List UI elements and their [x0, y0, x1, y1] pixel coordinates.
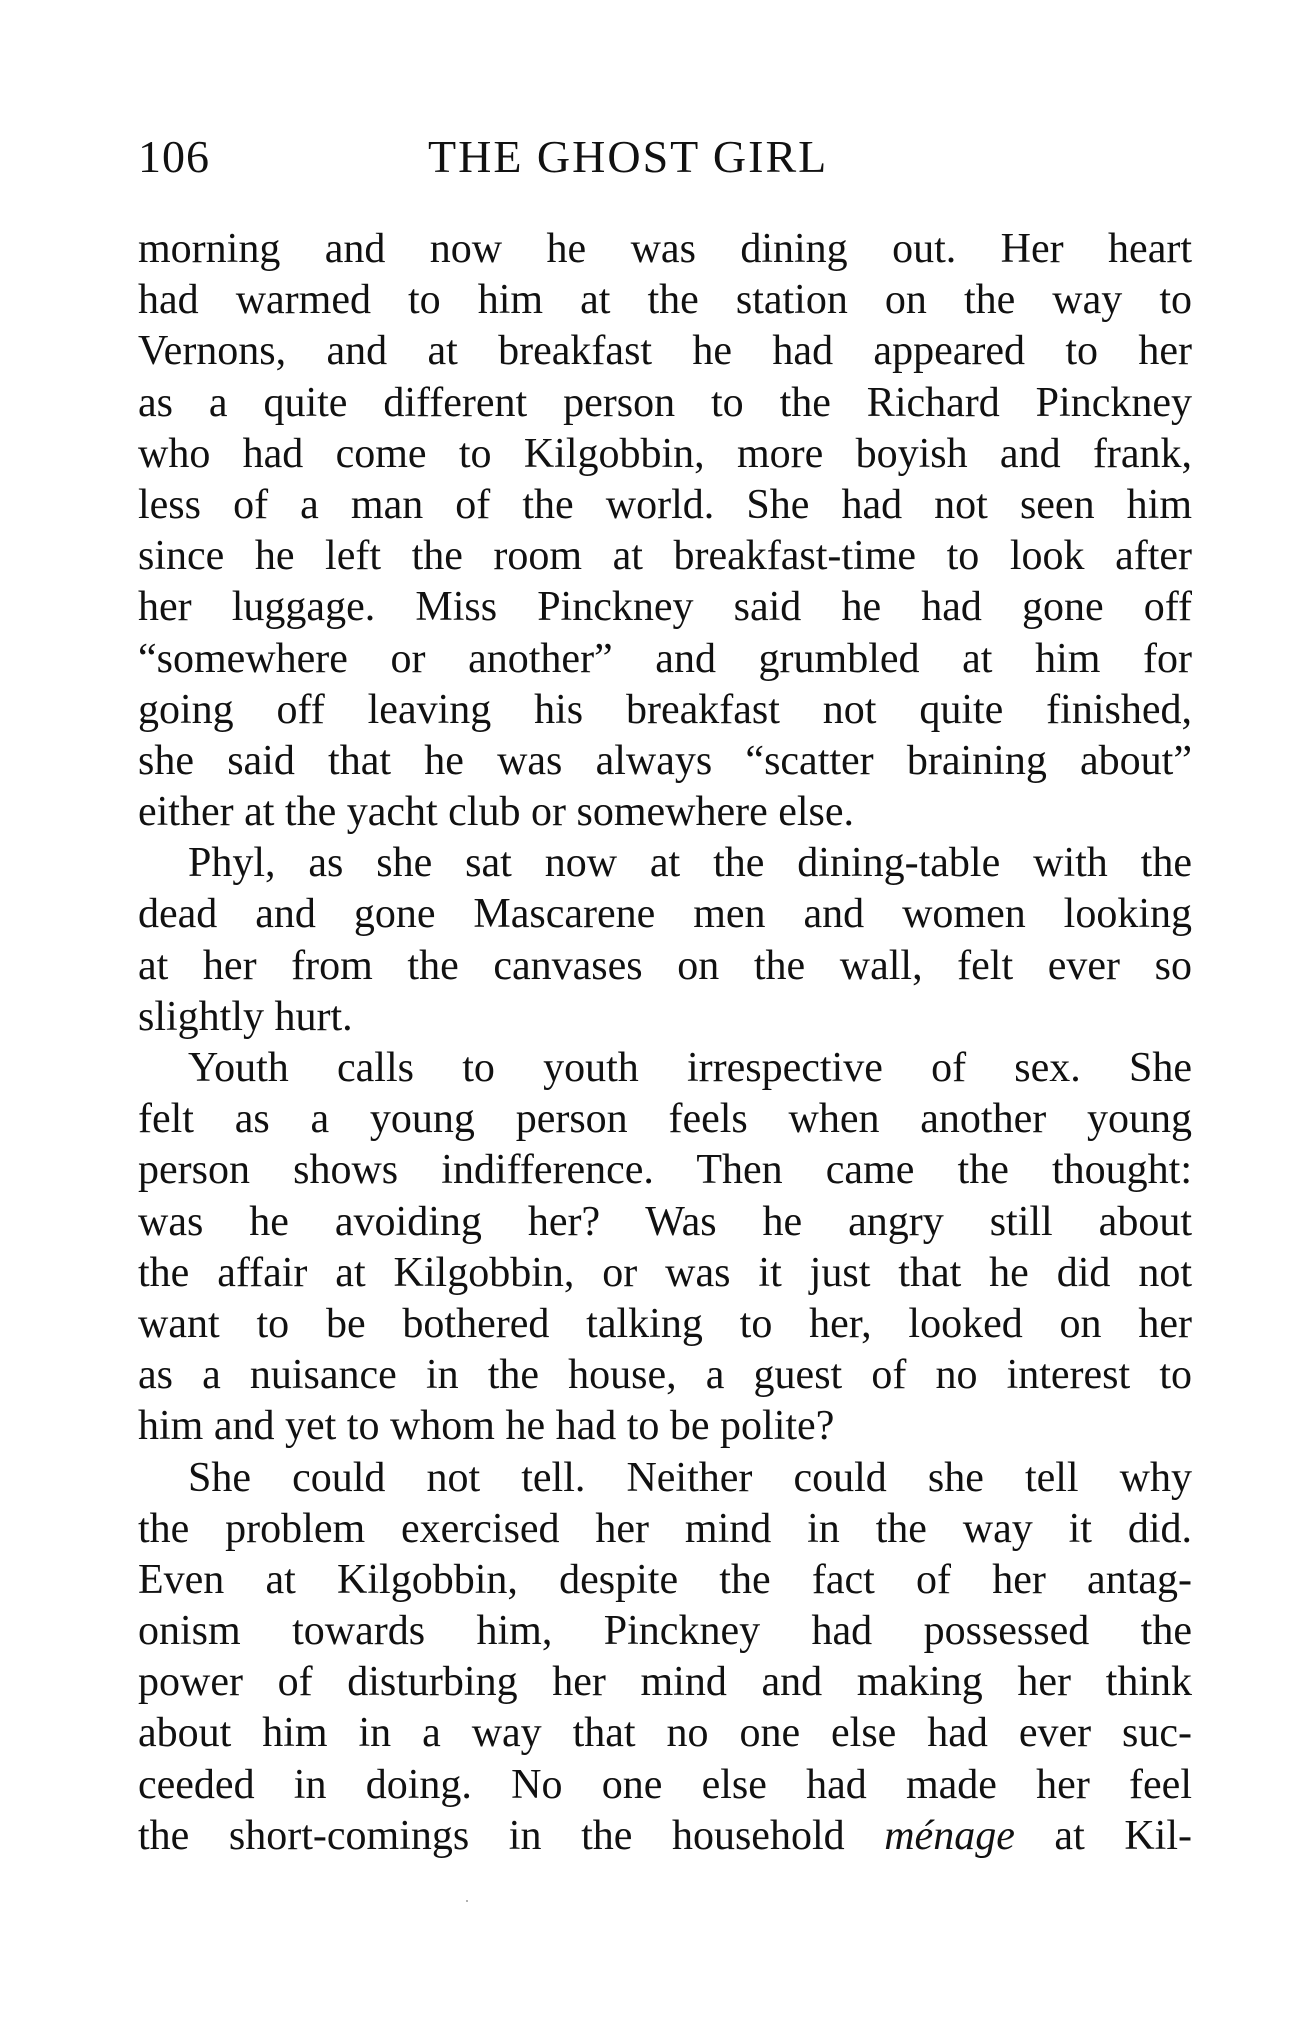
italic-word: ménage — [884, 1812, 1015, 1859]
text-line: onism towards him, Pinckney had possessed the — [138, 1608, 1192, 1655]
text-line: either at the yacht club or somewhere else. — [138, 789, 855, 836]
running-head — [138, 130, 1192, 190]
text-line: person shows indifference. Then came the thought: — [138, 1147, 1192, 1194]
text-line: the affair at Kilgobbin, or was it just that he did not — [138, 1249, 1192, 1296]
text-line: ceeded in doing. No one else had made her feel — [138, 1761, 1192, 1808]
text-line: Vernons, and at breakfast he had appeared to her — [138, 328, 1192, 375]
page-number: 106 — [138, 131, 210, 182]
text-line: him and yet to whom he had to be polite? — [138, 1403, 835, 1450]
text-line: She could not tell. Neither could she tell why — [188, 1454, 1192, 1501]
text-line: as a quite different person to the Richard Pinckney — [138, 379, 1192, 426]
paper-speck — [466, 1900, 468, 1902]
text-line: Even at Kilgobbin, despite the fact of her antag- — [138, 1556, 1192, 1603]
body-text — [138, 224, 1192, 1862]
text-line: since he left the room at breakfast-time to look after — [138, 533, 1192, 580]
text-line: Youth calls to youth irrespective of sex. She — [188, 1045, 1192, 1091]
text-line: had warmed to him at the station on the way to — [138, 277, 1192, 324]
text-line: want to be bothered talking to her, looked on her — [138, 1300, 1192, 1347]
text-line: felt as a young person feels when another young — [138, 1096, 1192, 1143]
text-line: going off leaving his breakfast not quite finished, — [138, 686, 1192, 733]
text-line: was he avoiding her? Was he angry still about — [138, 1198, 1192, 1245]
text-line: “somewhere or another” and grumbled at him for — [138, 635, 1192, 682]
text-line: power of disturbing her mind and making her think — [138, 1659, 1192, 1706]
text-fragment: at Kil- — [1014, 1812, 1192, 1859]
text-line: she said that he was always “scatter braining about” — [138, 737, 1192, 784]
book-title: THE GHOST GIRL — [428, 131, 829, 182]
text-line: Phyl, as she sat now at the dining-table with the — [188, 840, 1192, 887]
text-line: the problem exercised her mind in the way it did. — [138, 1505, 1192, 1552]
text-line: less of a man of the world. She had not seen him — [138, 481, 1192, 528]
text-line: about him in a way that no one else had ever suc- — [138, 1710, 1192, 1757]
text-line: as a nuisance in the house, a guest of no interest to — [138, 1352, 1192, 1399]
text-line: who had come to Kilgobbin, more boyish and frank, — [138, 430, 1192, 477]
text-line: dead and gone Mascarene men and women looking — [138, 891, 1192, 938]
text-line-final — [138, 1811, 1192, 1862]
text-line: slightly hurt. — [138, 993, 353, 1040]
text-fragment: the short-comings in the household — [138, 1812, 885, 1859]
text-line: at her from the canvases on the wall, felt ever so — [138, 942, 1192, 989]
text-line: her luggage. Miss Pinckney said he had gone off — [138, 584, 1192, 631]
text-line: morning and now he was dining out. Her heart — [138, 226, 1192, 272]
